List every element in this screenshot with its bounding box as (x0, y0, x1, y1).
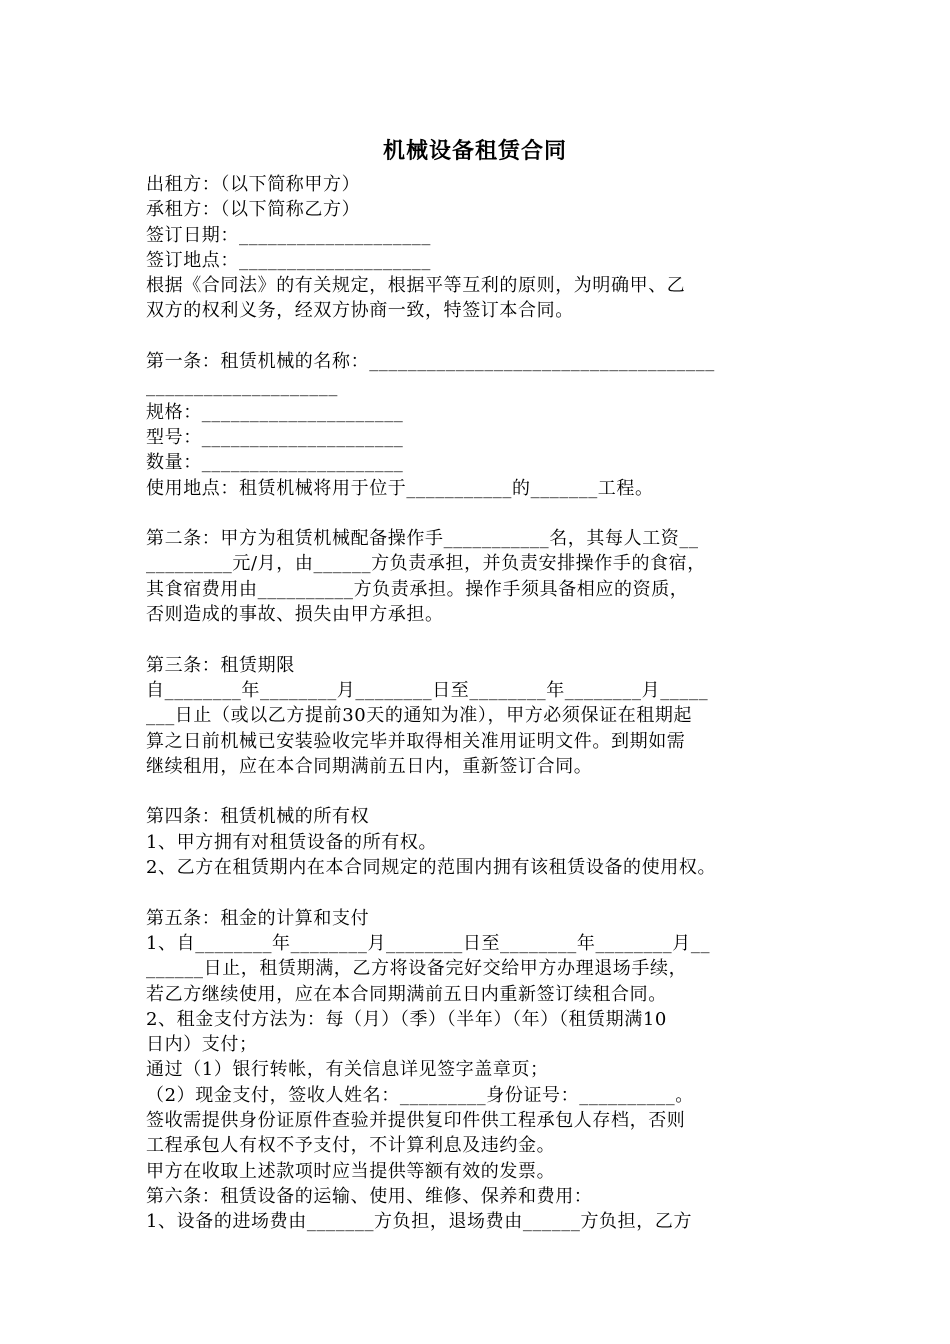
contract-body (146, 172, 826, 1234)
text-line: 甲方在收取上述款项时应当提供等额有效的发票。 (146, 1160, 556, 1182)
text-line: 通过（1）银行转帐，有关信息详见签字盖章页； (146, 1059, 549, 1081)
text-line: 2、乙方在租赁期内在本合同规定的范围内拥有该租赁设备的使用权。 (146, 857, 717, 879)
text-line: 其食宿费用由__________方负责承担。操作手须具备相应的资质， (146, 578, 689, 600)
text-line: 第三条：租赁期限 (146, 654, 295, 676)
text-line: 型号：_____________________ (146, 426, 404, 448)
text-line: 规格：_____________________ (146, 401, 404, 423)
paragraph-spacer (146, 880, 826, 905)
paragraph-spacer (146, 779, 826, 804)
text-line: 第四条：租赁机械的所有权 (146, 806, 370, 828)
text-line: 算之日前机械已安装验收完毕并取得相关准用证明文件。到期如需 (146, 730, 686, 752)
text-line: ______日止，租赁期满，乙方将设备完好交给甲方办理退场手续， (146, 958, 688, 980)
text-line: 双方的权利义务，经双方协商一致，特签订本合同。 (146, 300, 574, 322)
text-line: 继续租用，应在本合同期满前五日内，重新签订合同。 (146, 755, 593, 777)
paragraph-spacer (146, 501, 826, 526)
text-line: 若乙方继续使用，应在本合同期满前五日内重新签订续租合同。 (146, 983, 667, 1005)
text-line: 日内）支付； (146, 1034, 258, 1056)
document-title: 机械设备租赁合同 (382, 138, 567, 164)
text-line: （2）现金支付，签收人姓名：_________身份证号：__________。 (146, 1084, 694, 1106)
text-line: 承租方：（以下简称乙方） (146, 199, 361, 221)
text-line: 1、自________年________月________日至________年________月__ (146, 932, 711, 954)
text-line: 数量：_____________________ (146, 452, 404, 474)
paragraph-spacer (146, 627, 826, 652)
text-line: 签订日期：____________________ (146, 224, 431, 246)
text-line: 第五条：租金的计算和支付 (146, 907, 370, 929)
text-line: ___日止（或以乙方提前30天的通知为准），甲方必须保证在租期起 (146, 705, 693, 727)
text-line: 1、甲方拥有对租赁设备的所有权。 (146, 831, 438, 853)
text-line: 签订地点：____________________ (146, 249, 431, 271)
text-line: 工程承包人有权不予支付，不计算利息及违约金。 (146, 1135, 556, 1157)
text-line: 出租方：（以下简称甲方） (146, 174, 361, 195)
paragraph-spacer (146, 324, 826, 349)
text-line: 签收需提供身份证原件查验并提供复印件供工程承包人存档，否则 (146, 1109, 686, 1131)
text-line: ____________________ (146, 376, 338, 398)
text-line: 使用地点：租赁机械将用于位于___________的_______工程。 (146, 477, 654, 499)
text-line: 1、设备的进场费由_______方负担，退场费由______方负担，乙方 (146, 1211, 693, 1233)
text-line: 自________年________月________日至________年________月_____ (146, 679, 709, 701)
text-line: _________元/月，由______方负责承担，并负责安排操作手的食宿， (146, 553, 706, 575)
text-line: 2、租金支付方法为：每（月）（季）（半年）（年）（租赁期满10 (146, 1008, 667, 1030)
text-line: 第二条：甲方为租赁机械配备操作手___________名，其每人工资__ (146, 528, 699, 550)
text-line: 否则造成的事故、损失由甲方承担。 (146, 604, 444, 626)
text-line: 第六条：租赁设备的运输、使用、维修、保养和费用： (146, 1185, 593, 1207)
text-line: 第一条：租赁机械的名称：____________________________________ (146, 351, 715, 373)
text-line: 根据《合同法》的有关规定，根据平等互利的原则，为明确甲、乙 (146, 275, 686, 297)
